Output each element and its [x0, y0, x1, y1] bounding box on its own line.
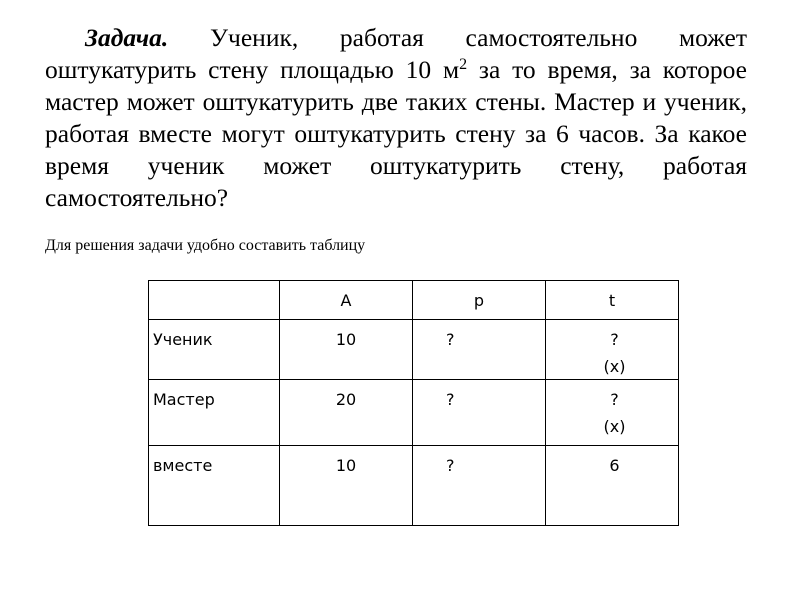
- cell-rate: ?: [413, 380, 546, 446]
- cell-time: [546, 380, 679, 446]
- cell-time-line2: (x): [603, 417, 626, 436]
- problem-text-part1: Ученик, работая самостоятельно может оштукатурить стену площадью 10 м: [45, 23, 747, 84]
- problem-label: Задача.: [85, 23, 169, 52]
- cell-time: [546, 446, 679, 526]
- cell-time-line1: ?: [610, 330, 619, 349]
- cell-area: 10: [280, 320, 413, 380]
- header-empty: [149, 281, 280, 320]
- superscript-two: 2: [459, 56, 468, 73]
- cell-area: 20: [280, 380, 413, 446]
- cell-rate: ?: [413, 320, 546, 380]
- header-rate: p: [413, 281, 546, 320]
- problem-statement: [45, 22, 747, 214]
- row-label-master: Мастер: [149, 380, 280, 446]
- cell-area: 10: [280, 446, 413, 526]
- cell-time: [546, 320, 679, 380]
- problem-text-part2: за то время, за которое мастер может оштукатурить две таких стены. Мастер и ученик, работая вместе могут оштукатурить стену за 6 часов. За какое время ученик может оштукатурить стену, работая самостоятельно?: [45, 55, 747, 212]
- cell-rate: ?: [413, 446, 546, 526]
- cell-time-line2: (x): [603, 357, 626, 376]
- table-row: [149, 380, 679, 446]
- table-row: [149, 446, 679, 526]
- header-time: t: [546, 281, 679, 320]
- cell-time-line1: 6: [609, 456, 620, 475]
- cell-time-line1: ?: [610, 390, 619, 409]
- table-header-row: [149, 281, 679, 320]
- row-label-student: Ученик: [149, 320, 280, 380]
- table-row: [149, 320, 679, 380]
- solution-table: [148, 280, 679, 526]
- table-hint: Для решения задачи удобно составить таблицу: [45, 237, 366, 254]
- header-area: A: [280, 281, 413, 320]
- row-label-together: вместе: [149, 446, 280, 526]
